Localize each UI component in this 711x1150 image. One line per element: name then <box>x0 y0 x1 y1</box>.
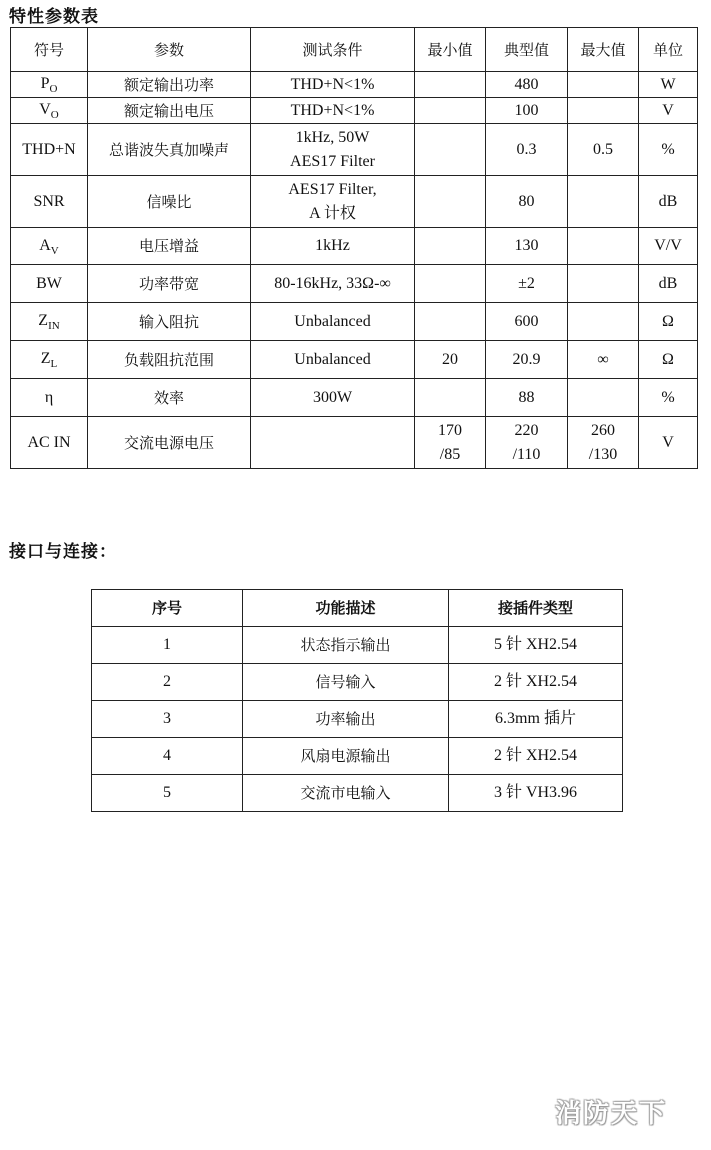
spec-condition-line1: 1kHz, 50W <box>295 128 370 146</box>
spec-typ-line1: 220 <box>514 421 539 439</box>
spec-max-line1: ∞ <box>597 350 609 368</box>
header-typ: 典型值 <box>486 28 568 72</box>
spec-symbol-cell <box>11 379 88 417</box>
spec-condition-line2: A 计权 <box>309 204 356 222</box>
port-function: 功率输出 <box>243 701 449 738</box>
spec-row <box>11 72 698 98</box>
spec-condition-line1: 300W <box>312 388 353 406</box>
port-connector-type: 5 针 XH2.54 <box>449 627 623 664</box>
spec-row <box>11 265 698 303</box>
port-connector-type: 6.3mm 插片 <box>449 701 623 738</box>
spec-min <box>415 176 486 228</box>
spec-condition <box>251 341 415 379</box>
spec-typ-line1: 480 <box>514 75 539 93</box>
header-min: 最小值 <box>415 28 486 72</box>
spec-condition-line1: Unbalanced <box>294 350 371 368</box>
spec-typ-line1: 600 <box>514 312 539 330</box>
spec-symbol-cell <box>11 228 88 265</box>
spec-symbol: A <box>39 236 51 254</box>
spec-min <box>415 341 486 379</box>
spec-table <box>10 27 698 469</box>
spec-unit: V <box>639 98 698 124</box>
spec-condition <box>251 98 415 124</box>
spec-typ <box>486 124 568 176</box>
spec-condition <box>251 176 415 228</box>
spec-symbol: V <box>39 101 51 118</box>
spec-typ <box>486 417 568 469</box>
port-index: 4 <box>92 738 243 775</box>
port-row <box>92 701 623 738</box>
connect-section-title: 接口与连接： <box>9 542 117 562</box>
spec-row <box>11 417 698 469</box>
port-function: 信号输入 <box>243 664 449 701</box>
spec-parameter: 输入阻抗 <box>88 303 251 341</box>
spec-min <box>415 72 486 98</box>
spec-condition <box>251 228 415 265</box>
spec-min-line1: 20 <box>442 350 458 368</box>
spec-condition-line1: Unbalanced <box>294 312 371 330</box>
spec-parameter: 额定输出功率 <box>88 72 251 98</box>
spec-typ-line2: /110 <box>512 445 541 463</box>
port-function: 交流市电输入 <box>243 775 449 812</box>
spec-min <box>415 417 486 469</box>
spec-unit: dB <box>639 176 698 228</box>
spec-condition-line1: THD+N<1% <box>290 75 375 93</box>
spec-max <box>568 228 639 265</box>
spec-condition-line1: 80-16kHz, 33Ω-∞ <box>274 274 391 292</box>
header-function: 功能描述 <box>243 590 449 627</box>
spec-condition <box>251 417 415 469</box>
spec-typ-line1: 20.9 <box>512 350 541 368</box>
spec-symbol-cell <box>11 341 88 379</box>
port-index: 2 <box>92 664 243 701</box>
spec-typ <box>486 303 568 341</box>
spec-typ <box>486 228 568 265</box>
port-row <box>92 738 623 775</box>
spec-symbol: THD+N <box>22 140 76 158</box>
spec-max <box>568 379 639 417</box>
spec-condition <box>251 124 415 176</box>
spec-symbol-subscript: IN <box>48 320 60 332</box>
spec-row <box>11 176 698 228</box>
spec-parameter: 总谐波失真加噪声 <box>88 124 251 176</box>
spec-symbol: AC IN <box>27 433 71 451</box>
spec-symbol-subscript: O <box>50 109 59 121</box>
spec-parameter: 额定输出电压 <box>88 98 251 124</box>
port-function: 风扇电源输出 <box>243 738 449 775</box>
spec-max <box>568 341 639 379</box>
spec-condition-line1: 1kHz <box>315 237 350 254</box>
header-index: 序号 <box>92 590 243 627</box>
spec-typ <box>486 265 568 303</box>
spec-max-line1: 0.5 <box>593 140 613 158</box>
spec-symbol-cell <box>11 303 88 341</box>
spec-parameter: 功率带宽 <box>88 265 251 303</box>
spec-parameter: 效率 <box>88 379 251 417</box>
header-connector-type: 接插件类型 <box>449 590 623 627</box>
spec-typ-line1: 0.3 <box>516 140 537 158</box>
spec-typ-line1: 130 <box>514 237 539 254</box>
spec-min <box>415 379 486 417</box>
spec-unit: Ω <box>639 341 698 379</box>
spec-symbol: P <box>40 75 50 92</box>
spec-typ <box>486 379 568 417</box>
spec-condition <box>251 265 415 303</box>
spec-parameter: 信噪比 <box>88 176 251 228</box>
spec-min <box>415 124 486 176</box>
header-symbol: 符号 <box>11 28 88 72</box>
spec-symbol: η <box>44 388 54 406</box>
header-parameter: 参数 <box>88 28 251 72</box>
spec-max-line2: /130 <box>588 445 618 463</box>
spec-typ-line1: ±2 <box>518 274 535 292</box>
spec-max <box>568 176 639 228</box>
spec-symbol-cell <box>11 72 88 98</box>
spec-typ <box>486 176 568 228</box>
spec-symbol: Z <box>40 350 51 367</box>
spec-typ-line1: 88 <box>518 388 535 406</box>
spec-max <box>568 417 639 469</box>
port-row <box>92 775 623 812</box>
spec-row <box>11 98 698 124</box>
spec-symbol: BW <box>36 274 62 292</box>
spec-typ <box>486 98 568 124</box>
spec-symbol-cell <box>11 124 88 176</box>
spec-symbol: Z <box>38 312 49 329</box>
spec-max <box>568 303 639 341</box>
port-index: 1 <box>92 627 243 664</box>
spec-min-line1: 170 <box>438 421 462 439</box>
spec-max <box>568 124 639 176</box>
spec-max <box>568 265 639 303</box>
spec-parameter: 电压增益 <box>88 228 251 265</box>
spec-row <box>11 379 698 417</box>
spec-symbol-cell <box>11 98 88 124</box>
header-unit: 单位 <box>639 28 698 72</box>
spec-row <box>11 341 698 379</box>
spec-symbol-cell <box>11 417 88 469</box>
spec-unit: dB <box>639 265 698 303</box>
port-row <box>92 627 623 664</box>
spec-row <box>11 124 698 176</box>
spec-condition-line2: AES17 Filter <box>290 152 375 170</box>
spec-min <box>415 303 486 341</box>
port-connector-type: 2 针 XH2.54 <box>449 738 623 775</box>
spec-min <box>415 265 486 303</box>
port-connector-type: 2 针 XH2.54 <box>449 664 623 701</box>
header-max: 最大值 <box>568 28 639 72</box>
port-index: 5 <box>92 775 243 812</box>
port-table <box>91 589 623 812</box>
spec-symbol-cell <box>11 265 88 303</box>
spec-symbol-subscript: L <box>50 358 58 370</box>
spec-typ <box>486 341 568 379</box>
spec-min <box>415 228 486 265</box>
watermark-logo: 消防天下 <box>555 1099 668 1129</box>
spec-unit: V <box>639 417 698 469</box>
spec-section-title: 特性参数表 <box>9 7 99 27</box>
spec-parameter: 交流电源电压 <box>88 417 251 469</box>
spec-condition <box>251 72 415 98</box>
spec-unit: W <box>639 72 698 98</box>
spec-max <box>568 72 639 98</box>
spec-unit: % <box>639 124 698 176</box>
port-function: 状态指示输出 <box>243 627 449 664</box>
spec-symbol-subscript: V <box>50 244 59 257</box>
spec-symbol-cell <box>11 176 88 228</box>
spec-unit: V/V <box>639 228 698 265</box>
spec-condition-line1: AES17 Filter, <box>288 180 377 198</box>
spec-max <box>568 98 639 124</box>
port-row <box>92 664 623 701</box>
spec-unit: % <box>639 379 698 417</box>
spec-symbol-subscript: O <box>49 83 58 95</box>
spec-condition <box>251 303 415 341</box>
header-test-condition: 测试条件 <box>251 28 415 72</box>
spec-unit: Ω <box>639 303 698 341</box>
port-index: 3 <box>92 701 243 738</box>
spec-typ-line1: 80 <box>518 192 535 210</box>
spec-min <box>415 98 486 124</box>
port-connector-type: 3 针 VH3.96 <box>449 775 623 812</box>
spec-row <box>11 303 698 341</box>
spec-min-line2: /85 <box>439 445 461 463</box>
port-header-row <box>92 590 623 627</box>
spec-row <box>11 228 698 265</box>
spec-typ-line1: 100 <box>514 101 539 119</box>
spec-header-row <box>11 28 698 72</box>
spec-symbol: SNR <box>33 192 65 210</box>
spec-condition-line1: THD+N<1% <box>290 101 375 119</box>
spec-max-line1: 260 <box>591 421 615 439</box>
spec-typ <box>486 72 568 98</box>
spec-condition <box>251 379 415 417</box>
spec-parameter: 负载阻抗范围 <box>88 341 251 379</box>
